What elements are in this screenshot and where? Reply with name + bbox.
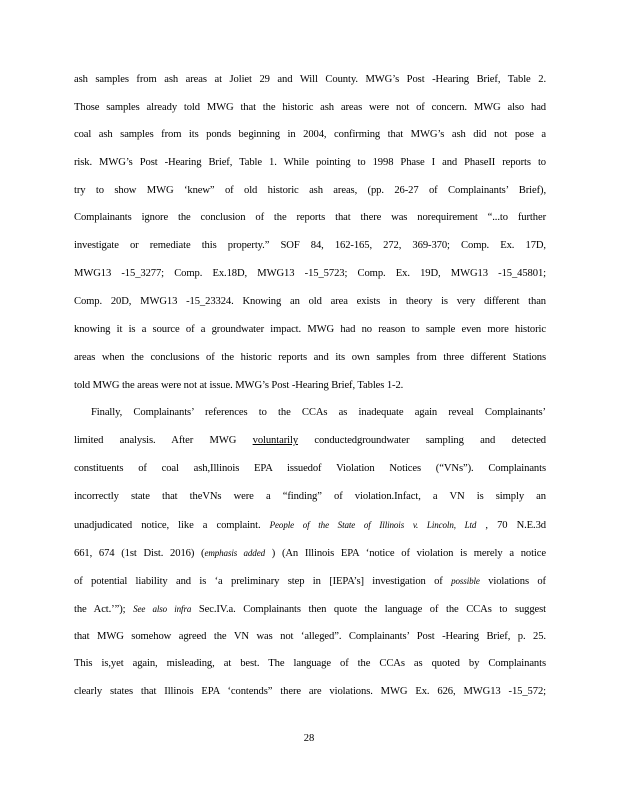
text-line: that MWG somehow agreed the VN was not ‘alleged”. Complainants’ Post -Hearing Brief, p. 25.	[74, 631, 546, 642]
text-line: investigate or remediate this property.” SOF 84, 162-165, 272, 369-370; Comp. Ex. 17D,	[74, 240, 546, 251]
italic-text: See also infra	[133, 604, 192, 614]
text-line: ash samples from ash areas at Joliet 29 and Will County. MWG’s Post -Hearing Brief, Table 2.	[74, 74, 546, 85]
text-span: 661, 674 (1st Dist. 2016) (	[74, 548, 205, 559]
text-line: told MWG the areas were not at issue. MWG’s Post -Hearing Brief, Tables 1-2.	[74, 380, 404, 391]
text-span: ) (An Illinois EPA ‘notice of violation is merely a notice	[265, 548, 546, 559]
text-line: knowing it is a source of a groundwater impact. MWG had no reason to sample even more historic	[74, 324, 546, 335]
text-line	[74, 546, 546, 561]
text-line: constituents of coal ash,Illinois EPA issuedof Violation Notices (“VNs”). Complainants	[74, 463, 546, 474]
text-line	[74, 434, 546, 448]
text-line: Finally, Complainants’ references to the CCAs as inadequate again reveal Complainants’	[91, 407, 546, 418]
underlined-word: voluntarily	[252, 435, 299, 446]
text-line: Complainants ignore the conclusion of the reports that there was norequirement “...to further	[74, 212, 546, 223]
text-span: limited analysis. After MWG	[74, 435, 253, 446]
text-line: incorrectly state that theVNs were a “finding” of violation.Infact, a VN is simply an	[74, 491, 546, 502]
text-span: , 70 N.E.3d	[476, 520, 546, 531]
case-citation: People of the State of Illinois v. Lincoln, Ltd	[269, 520, 477, 530]
page-number: 28	[303, 733, 315, 744]
text-span: violations of	[479, 576, 546, 587]
text-span: the Act.’”);	[74, 604, 134, 615]
text-line	[74, 602, 546, 617]
text-line: areas when the conclusions of the historic reports and its own samples from three different Stations	[74, 352, 546, 363]
text-line: try to show MWG ‘knew” of old historic ash areas, (pp. 26-27 of Complainants’ Brief),	[74, 185, 546, 196]
text-line: MWG13 -15_3277; Comp. Ex.18D, MWG13 -15_5723; Comp. Ex. 19D, MWG13 -15_45801;	[74, 268, 546, 279]
text-line: This is,yet again, misleading, at best. The language of the CCAs as quoted by Complainants	[74, 658, 546, 669]
text-span: of potential liability and is ‘a preliminary step in [IEPA’s] investigation of	[74, 576, 452, 587]
text-span: Sec.IV.a. Complainants then quote the language of the CCAs to suggest	[191, 604, 547, 615]
text-line	[74, 574, 546, 589]
text-line: clearly states that Illinois EPA ‘contends” there are violations. MWG Ex. 626, MWG13 -15_572;	[74, 686, 546, 697]
text-line: Comp. 20D, MWG13 -15_23324. Knowing an old area exists in theory is very different than	[74, 296, 546, 307]
italic-text: possible	[451, 576, 480, 586]
text-line	[74, 518, 546, 533]
text-span: conductedgroundwater sampling and detected	[298, 435, 547, 446]
italic-text: emphasis added	[204, 548, 266, 558]
text-span: unadjudicated notice, like a complaint.	[74, 520, 270, 531]
text-line: risk. MWG’s Post -Hearing Brief, Table 1. While pointing to 1998 Phase I and PhaseII reports to	[74, 157, 546, 168]
text-line: Those samples already told MWG that the historic ash areas were not of concern. MWG also had	[74, 102, 546, 113]
text-line: coal ash samples from its ponds beginning in 2004, confirming that MWG’s ash did not pose a	[74, 129, 546, 140]
